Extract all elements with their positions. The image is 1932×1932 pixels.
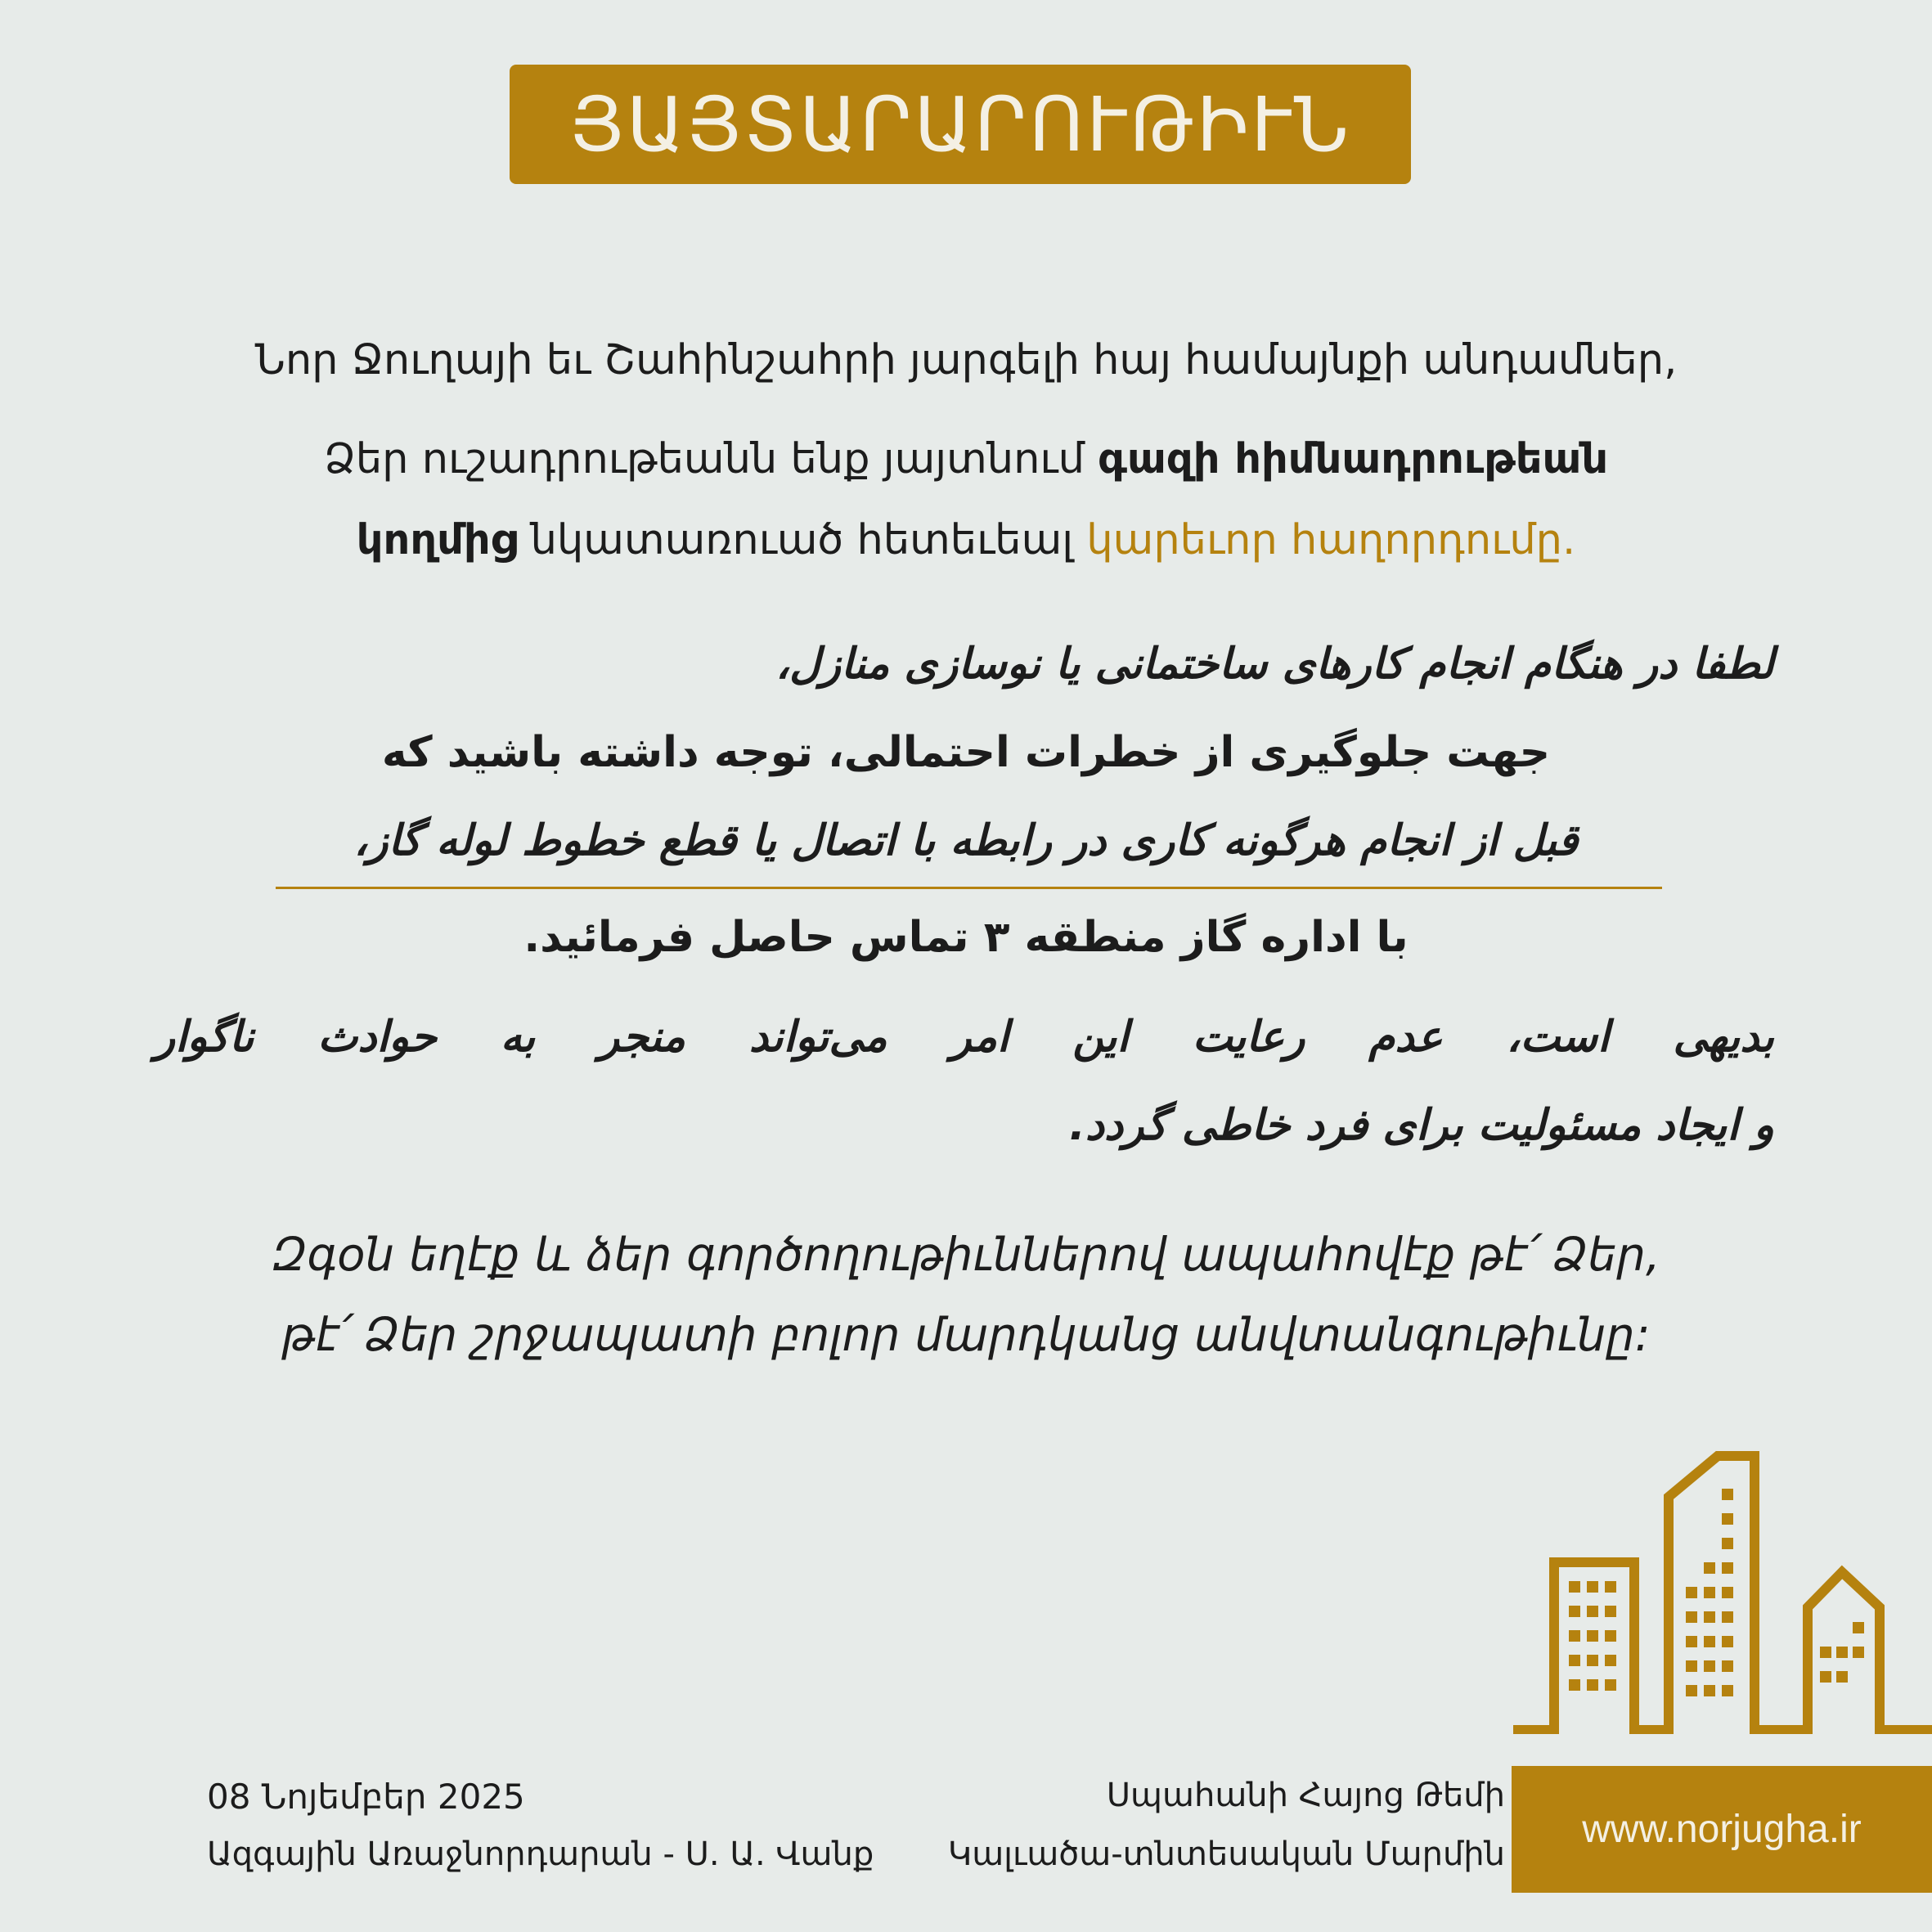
- persian-line-3: قبل از انجام هرگونه کاری در رابطه با اتصال یا قطع خطوط لوله گاز،: [353, 816, 1579, 865]
- persian-line-2: جهت جلوگیری از خطرات احتمالی، توجه داشته باشید که: [381, 728, 1551, 777]
- page-title: ՅԱՅՏԱՐԱՐՈՒԹԻՒՆ: [569, 80, 1351, 168]
- by-highlight: կողմից: [356, 516, 518, 564]
- city-buildings-icon: [1505, 1448, 1932, 1734]
- closing-line-2: թէ՛ Ձեր շրջապատի բոլոր մարդկանց անվտանգութիւնը:: [281, 1309, 1651, 1362]
- persian-line-5: بدیهی است، عدم رعایت این امر می‌تواند منجر به حوادث ناگوار: [155, 1013, 1774, 1062]
- persian-line-4: با اداره گاز منطقه ۳ تماس حاصل فرمائید.: [523, 913, 1409, 962]
- persian-line-6: و ایجاد مسئولیت برای فرد خاطی گردد.: [1069, 1101, 1774, 1150]
- title-banner: [510, 65, 1411, 184]
- gas-company-highlight: գազի հիմնադրութեան: [1098, 435, 1609, 483]
- footer-date: 08 Նոյեմբեր 2025: [207, 1777, 525, 1817]
- armenian-intro-line-1: Նոր Ջուղայի եւ Շահինշահրի յարգելի հայ համայնքի անդամներ,: [254, 336, 1678, 384]
- armenian-intro-line-3: կողմից նկատառուած հետեւեալ կարեւոր հաղորդումը.: [356, 516, 1576, 564]
- website-banner: [1512, 1766, 1932, 1893]
- footer-org-line-1: Սպահանի Հայոց Թեմի: [1106, 1777, 1505, 1814]
- closing-line-1: Զգօն եղէք և ձեր գործողութիւններով ապահովէք թէ՛ Ձեր,: [272, 1229, 1660, 1282]
- footer-org-line-2: Կալւածա-տնտեսական Մարմին: [947, 1835, 1505, 1873]
- persian-line-1: لطفا در هنگام انجام کارهای ساختمانی یا نوسازی منازل،: [775, 640, 1774, 689]
- armenian-intro-line-2: Ձեր ուշադրութեանն ենք յայտնում գազի հիմնադրութեան: [323, 435, 1609, 483]
- footer-office: Ազգային Առաջնորդարան - Ս. Ա. Վանք: [207, 1835, 874, 1873]
- website-link[interactable]: www.norjugha.ir: [1582, 1808, 1862, 1851]
- important-notice-highlight: կարեւոր հաղորդումը.: [1086, 516, 1576, 564]
